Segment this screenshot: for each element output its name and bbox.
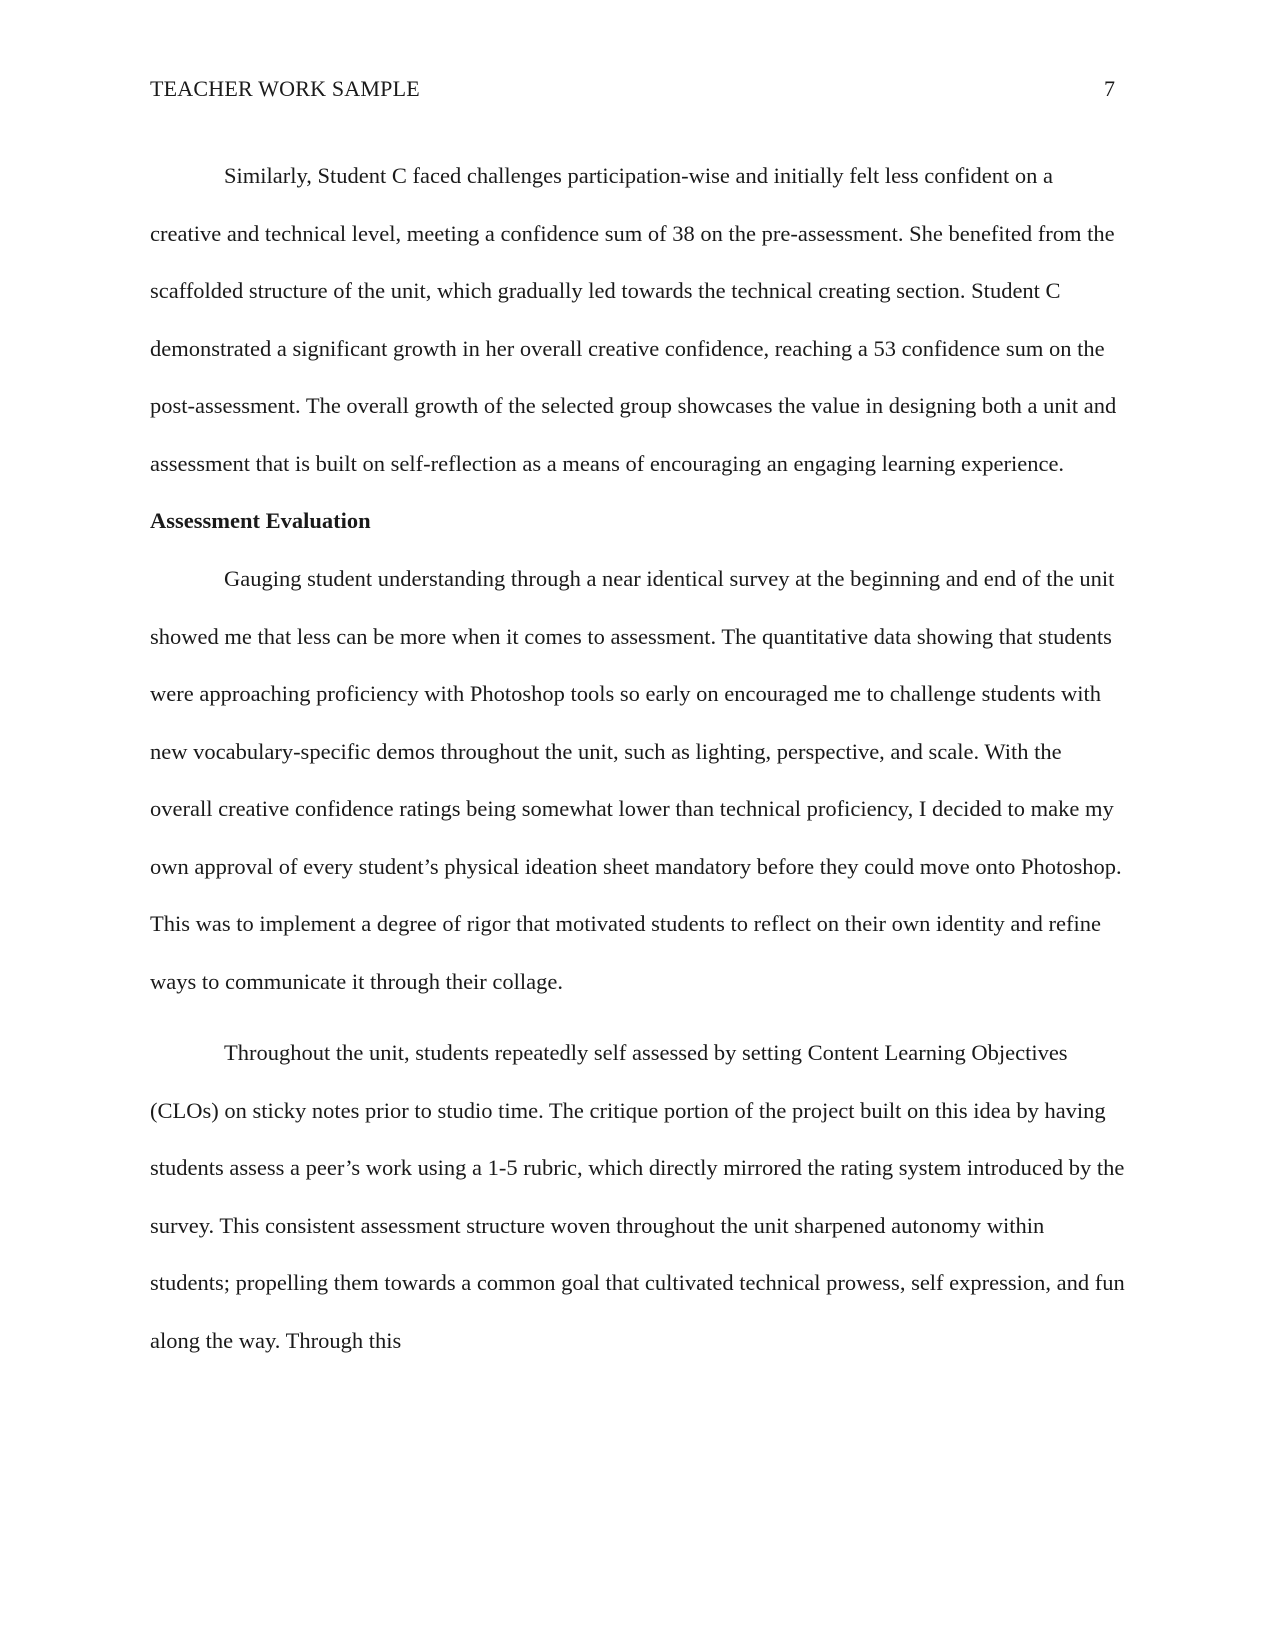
body-paragraph-2: Gauging student understanding through a near identical survey at the beginning and end of the unit showed me that less can be more when it comes to assessment. The quantitative data showing that students were approaching proficiency with Photoshop tools so early on encouraged me to challenge students with new vocabulary-specific demos throughout the unit, such as lighting, perspective, and scale. With the overall creative confidence ratings being somewhat lower than technical proficiency, I decided to make my own approval of every student’s physical ideation sheet mandatory before they could move onto Photoshop. This was to implement a degree of rigor that motivated students to reflect on their own identity and refine ways to communicate it through their collage. xyxy=(150,566,1122,994)
body-paragraph-3: Throughout the unit, students repeatedly self assessed by setting Content Learning Objectives (CLOs) on sticky notes prior to studio time. The critique portion of the project built on this idea by having students assess a peer’s work using a 1-5 rubric, which directly mirrored the rating system introduced by the survey. This consistent assessment structure woven throughout the unit sharpened autonomy within students; propelling them towards a common goal that cultivated technical prowess, self expression, and fun along the way. Through this xyxy=(150,1040,1125,1353)
section-heading: Assessment Evaluation xyxy=(150,508,371,533)
page-number: 7 xyxy=(1104,76,1115,101)
running-head-title: TEACHER WORK SAMPLE xyxy=(150,76,420,101)
body-paragraph-1: Similarly, Student C faced challenges participation-wise and initially felt less confident on a creative and technical level, meeting a confidence sum of 38 on the pre-assessment. She benefited from the scaffolded structure of the unit, which gradually led towards the technical creating section. Student C demonstrated a significant growth in her overall creative confidence, reaching a 53 confidence sum on the post-assessment. The overall growth of the selected group showcases the value in designing both a unit and assessment that is built on self-reflection as a means of encouraging an engaging learning experience. xyxy=(150,163,1117,476)
document-body xyxy=(150,147,1125,1369)
running-header xyxy=(150,74,1115,104)
